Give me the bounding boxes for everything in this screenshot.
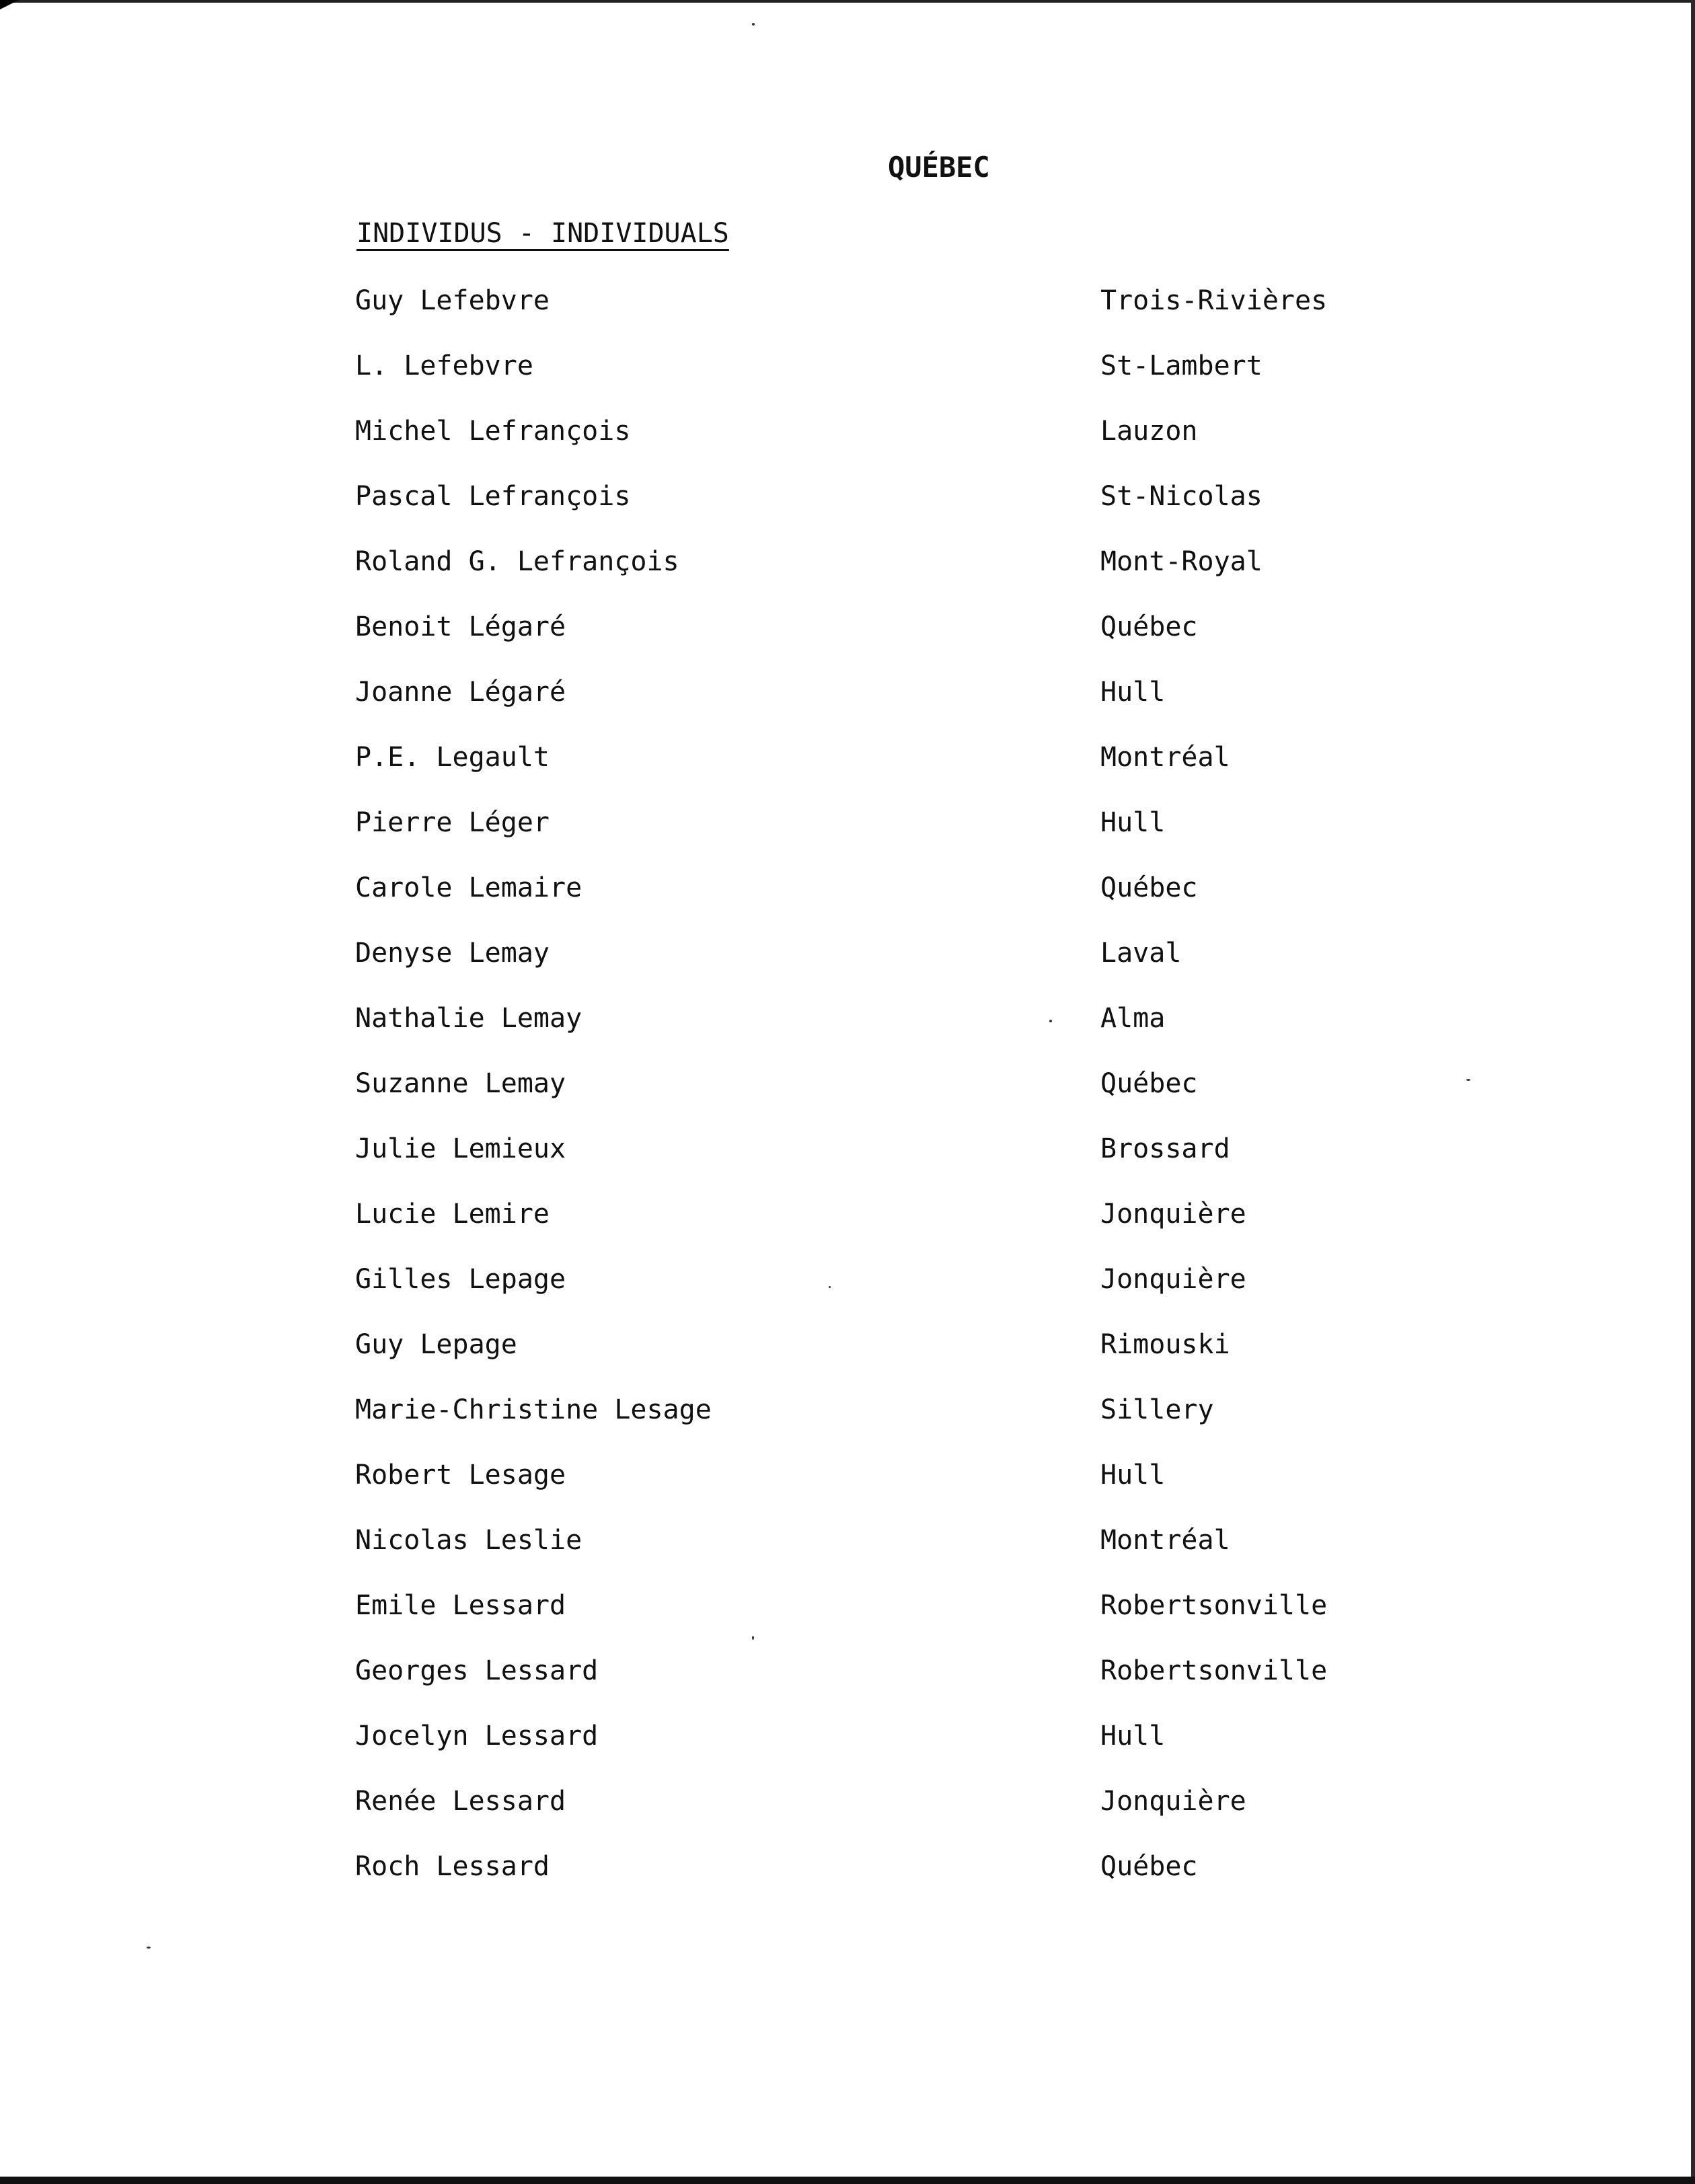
- entry-name: Nicolas Leslie: [355, 1525, 582, 1556]
- list-item: [0, 1003, 1695, 1043]
- entry-name: Lucie Lemire: [355, 1199, 550, 1230]
- list-item: [0, 1786, 1695, 1826]
- entry-city: Jonquière: [1100, 1199, 1246, 1230]
- list-item: [0, 1329, 1695, 1369]
- entry-name: L. Lefebvre: [355, 350, 533, 381]
- list-item: [0, 1721, 1695, 1761]
- entry-name: Suzanne Lemay: [355, 1068, 566, 1099]
- entry-city: Montréal: [1100, 1525, 1230, 1556]
- entry-name: Pascal Lefrançois: [355, 481, 631, 512]
- list-item: [0, 285, 1695, 326]
- entry-city: St-Lambert: [1100, 350, 1263, 381]
- list-item: [0, 1264, 1695, 1304]
- entry-city: Jonquière: [1100, 1264, 1246, 1295]
- entry-name: Gilles Lepage: [355, 1264, 566, 1295]
- entry-name: Michel Lefrançois: [355, 416, 631, 447]
- entry-city: Québec: [1100, 872, 1198, 903]
- list-item: [0, 1394, 1695, 1435]
- entry-city: Hull: [1100, 1721, 1166, 1752]
- list-item: [0, 938, 1695, 978]
- list-item: [0, 1460, 1695, 1500]
- entry-city: Trois-Rivières: [1100, 285, 1328, 316]
- entry-name: Roland G. Lefrançois: [355, 546, 679, 577]
- entry-name: Carole Lemaire: [355, 872, 582, 903]
- entry-name: Guy Lefebvre: [355, 285, 550, 316]
- list-item: [0, 677, 1695, 717]
- entry-city: Québec: [1100, 1068, 1198, 1099]
- entry-city: Jonquière: [1100, 1786, 1246, 1817]
- entry-name: Nathalie Lemay: [355, 1003, 582, 1034]
- entry-name: Robert Lesage: [355, 1460, 566, 1491]
- entry-name: Marie-Christine Lesage: [355, 1394, 712, 1425]
- entry-name: Jocelyn Lessard: [355, 1721, 599, 1752]
- list-item: [0, 1199, 1695, 1239]
- scan-top-edge: [0, 0, 1695, 3]
- entry-city: Laval: [1100, 938, 1182, 969]
- list-item: [0, 1068, 1695, 1108]
- entry-city: St-Nicolas: [1100, 481, 1263, 512]
- scan-speck: [752, 1636, 754, 1640]
- list-item: [0, 546, 1695, 587]
- list-item: [0, 1655, 1695, 1696]
- entry-name: Emile Lessard: [355, 1590, 566, 1621]
- list-item: [0, 1133, 1695, 1174]
- list-item: [0, 742, 1695, 782]
- entry-city: Québec: [1100, 1851, 1198, 1882]
- entry-city: Hull: [1100, 1460, 1166, 1491]
- entry-city: Mont-Royal: [1100, 546, 1263, 577]
- entry-city: Montréal: [1100, 742, 1230, 773]
- list-item: [0, 807, 1695, 848]
- entry-name: Julie Lemieux: [355, 1133, 566, 1164]
- entry-city: Rimouski: [1100, 1329, 1230, 1360]
- list-item: [0, 1851, 1695, 1891]
- list-item: [0, 350, 1695, 391]
- list-item: [0, 872, 1695, 913]
- section-heading: INDIVIDUS - INDIVIDUALS: [356, 218, 729, 249]
- entry-name: Georges Lessard: [355, 1655, 599, 1686]
- entry-city: Hull: [1100, 677, 1166, 708]
- entry-city: Alma: [1100, 1003, 1166, 1034]
- entry-city: Sillery: [1100, 1394, 1214, 1425]
- scan-speck: [752, 23, 755, 26]
- entry-name: Roch Lessard: [355, 1851, 550, 1882]
- entry-name: Denyse Lemay: [355, 938, 550, 969]
- list-item: [0, 1590, 1695, 1630]
- scan-bottom-edge: [0, 2177, 1695, 2184]
- entry-city: Robertsonville: [1100, 1655, 1328, 1686]
- entry-name: Pierre Léger: [355, 807, 550, 838]
- entry-city: Lauzon: [1100, 416, 1198, 447]
- list-item: [0, 416, 1695, 456]
- scan-corner-mark: [0, 0, 19, 9]
- list-item: [0, 1525, 1695, 1565]
- list-item: [0, 611, 1695, 652]
- entry-name: Renée Lessard: [355, 1786, 566, 1817]
- entry-city: Québec: [1100, 611, 1198, 642]
- entry-city: Brossard: [1100, 1133, 1230, 1164]
- entry-name: Benoit Légaré: [355, 611, 566, 642]
- entry-name: P.E. Legault: [355, 742, 550, 773]
- entry-city: Robertsonville: [1100, 1590, 1328, 1621]
- list-item: [0, 481, 1695, 521]
- page-title: QUÉBEC: [888, 151, 990, 184]
- entry-city: Hull: [1100, 807, 1166, 838]
- entry-name: Guy Lepage: [355, 1329, 517, 1360]
- entry-name: Joanne Légaré: [355, 677, 566, 708]
- scan-speck: [147, 1947, 151, 1949]
